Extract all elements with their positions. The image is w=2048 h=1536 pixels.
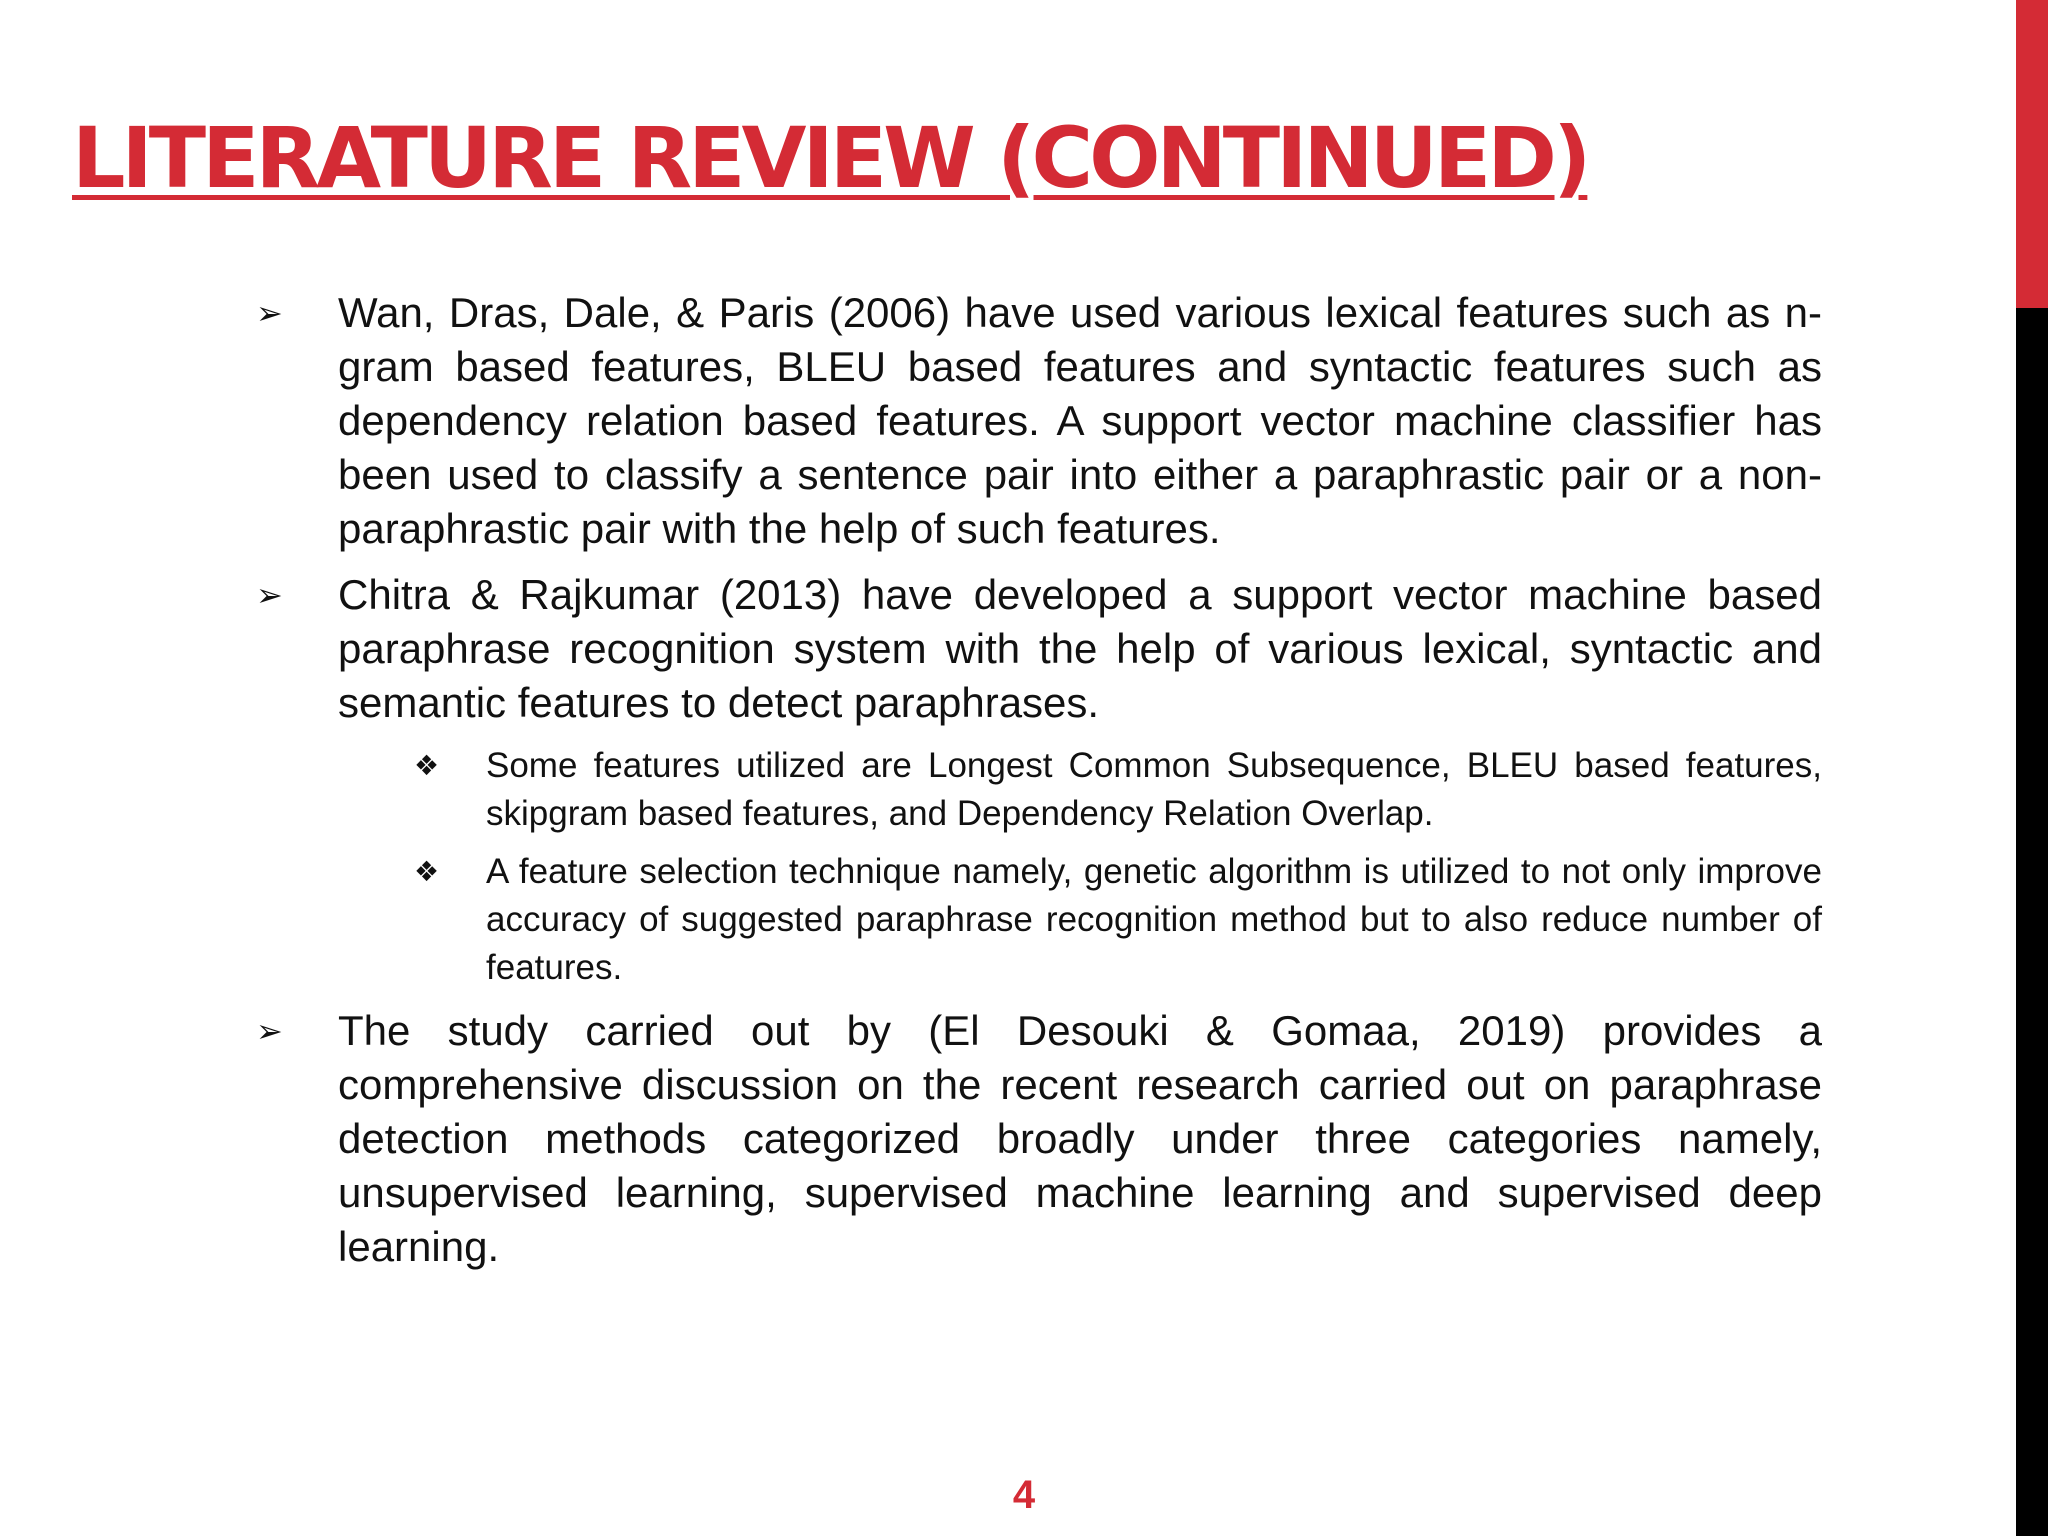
- arrow-bullet-icon: ➢: [256, 294, 283, 332]
- arrow-bullet-icon: ➢: [256, 1012, 283, 1050]
- sub-bullet-text: Some features utilized are Longest Common Subsequence, BLEU based features, skipgram based features, and Dependency Relation Overlap.: [486, 746, 1822, 833]
- side-accent-bar-red: [2016, 0, 2048, 308]
- page-number: 4: [1012, 1473, 1036, 1517]
- side-accent-bar-black: [2016, 308, 2048, 1536]
- bullet-item-el-desouki-2019: [256, 1004, 1822, 1274]
- diamond-bullet-icon: ❖: [414, 855, 440, 888]
- bullet-text: The study carried out by (El Desouki & Gomaa, 2019) provides a comprehensive discussion on the recent research carried out on paraphrase detection methods categorized broadly under three categories namely, unsupervised learning, supervised machine learning and supervised deep learning.: [338, 1007, 1822, 1270]
- bullet-list: [256, 286, 1822, 1286]
- sub-bullet-item-feature-selection: [414, 848, 1822, 992]
- bullet-text: Chitra & Rajkumar (2013) have developed a support vector machine based paraphrase recognition system with the help of various lexical, syntactic and semantic features to detect paraphrases.: [338, 571, 1822, 726]
- slide-title: LITERATURE REVIEW (CONTINUED): [72, 109, 1588, 207]
- sub-bullet-text: A feature selection technique namely, genetic algorithm is utilized to not only improve accuracy of suggested paraphrase recognition method but to also reduce number of features.: [486, 852, 1822, 987]
- diamond-bullet-icon: ❖: [414, 749, 440, 782]
- sub-bullet-item-features: [414, 742, 1822, 838]
- bullet-item-chitra-2013: [256, 568, 1822, 730]
- bullet-text: Wan, Dras, Dale, & Paris (2006) have used various lexical features such as n-gram based features, BLEU based features and syntactic features such as dependency relation based features. A support vector machine classifier has been used to classify a sentence pair into either a paraphrastic pair or a non-paraphrastic pair with the help of such features.: [338, 289, 1822, 552]
- sub-bullet-list: [414, 742, 1822, 992]
- bullet-item-wan-2006: [256, 286, 1822, 556]
- arrow-bullet-icon: ➢: [256, 576, 283, 614]
